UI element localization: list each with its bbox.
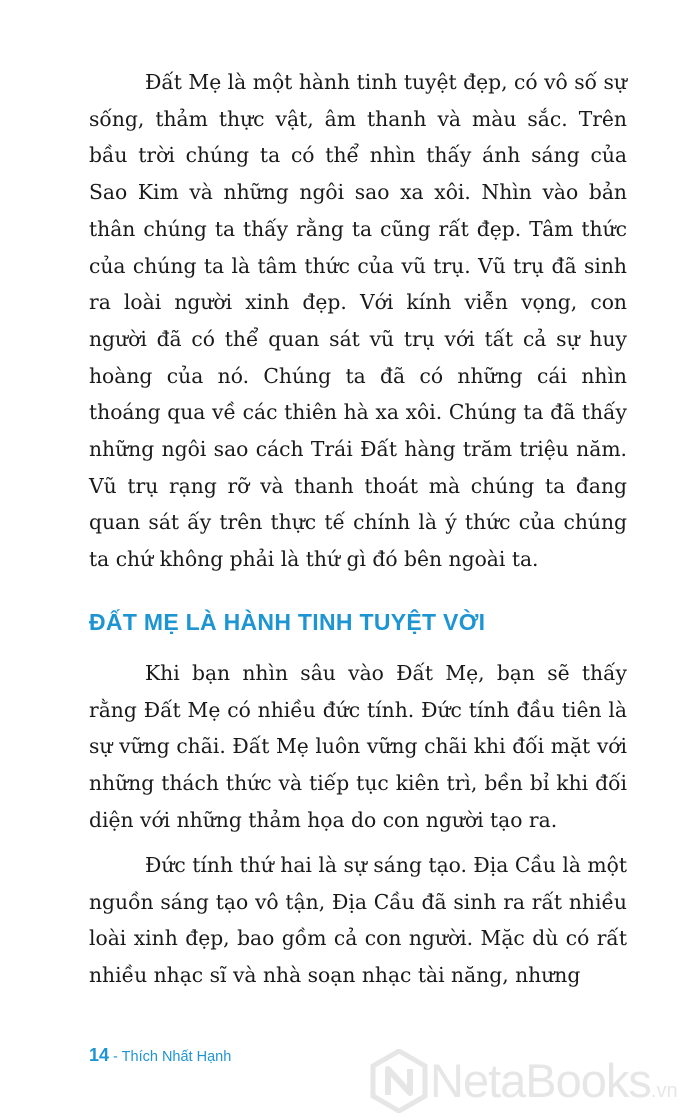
footer-separator: - (109, 1049, 122, 1065)
watermark-suffix: .vn (650, 1080, 678, 1102)
watermark-brand: NetaBooks (430, 1054, 651, 1107)
watermark (368, 1045, 698, 1117)
watermark-text (430, 1053, 678, 1119)
netabooks-logo-icon (370, 1049, 428, 1113)
body-paragraph-1: Đất Mẹ là một hành tinh tuyệt đẹp, có vô số sự sống, thảm thực vật, âm thanh và màu sắc. Trên bầu trời chúng ta có thể nhìn thấy ánh sáng của Sao Kim và những ngôi sao xa xôi. Nhìn vào bản thân chúng ta thấy rằng ta cũng rất đẹp. Tâm thức của chúng ta là tâm thức của vũ trụ. Vũ trụ đã sinh ra loài người xinh đẹp. Với kính viễn vọng, con người đã có thể quan sát vũ trụ với tất cả sự huy hoàng của nó. Chúng ta đã có những cái nhìn thoáng qua về các thiên hà xa xôi. Chúng ta đã thấy những ngôi sao cách Trái Đất hàng trăm triệu năm. Vũ trụ rạng rỡ và thanh thoát mà chúng ta đang quan sát ấy trên thực tế chính là ý thức của chúng ta chứ không phải là thứ gì đó bên ngoài ta. (89, 70, 627, 572)
body-paragraph-2: Khi bạn nhìn sâu vào Đất Mẹ, bạn sẽ thấy rằng Đất Mẹ có nhiều đức tính. Đức tính đầu tiên là sự vững chãi. Đất Mẹ luôn vững chãi khi đối mặt với những thách thức và tiếp tục kiên trì, bền bỉ khi đối diện với những thảm họa do con người tạo ra. (89, 661, 627, 832)
page-footer (89, 1043, 231, 1069)
page-number: 14 (89, 1045, 110, 1065)
body-paragraph-3: Đức tính thứ hai là sự sáng tạo. Địa Cầu là một nguồn sáng tạo vô tận, Địa Cầu đã sinh ra rất nhiều loài xinh đẹp, bao gồm cả con người. Mặc dù có rất nhiều nhạc sĩ và nhà soạn nhạc tài năng, nhưng (89, 853, 627, 988)
footer-author: Thích Nhất Hạnh (121, 1049, 232, 1065)
section-heading: ĐẤT MẸ LÀ HÀNH TINH TUYỆT VỜI (89, 609, 486, 635)
